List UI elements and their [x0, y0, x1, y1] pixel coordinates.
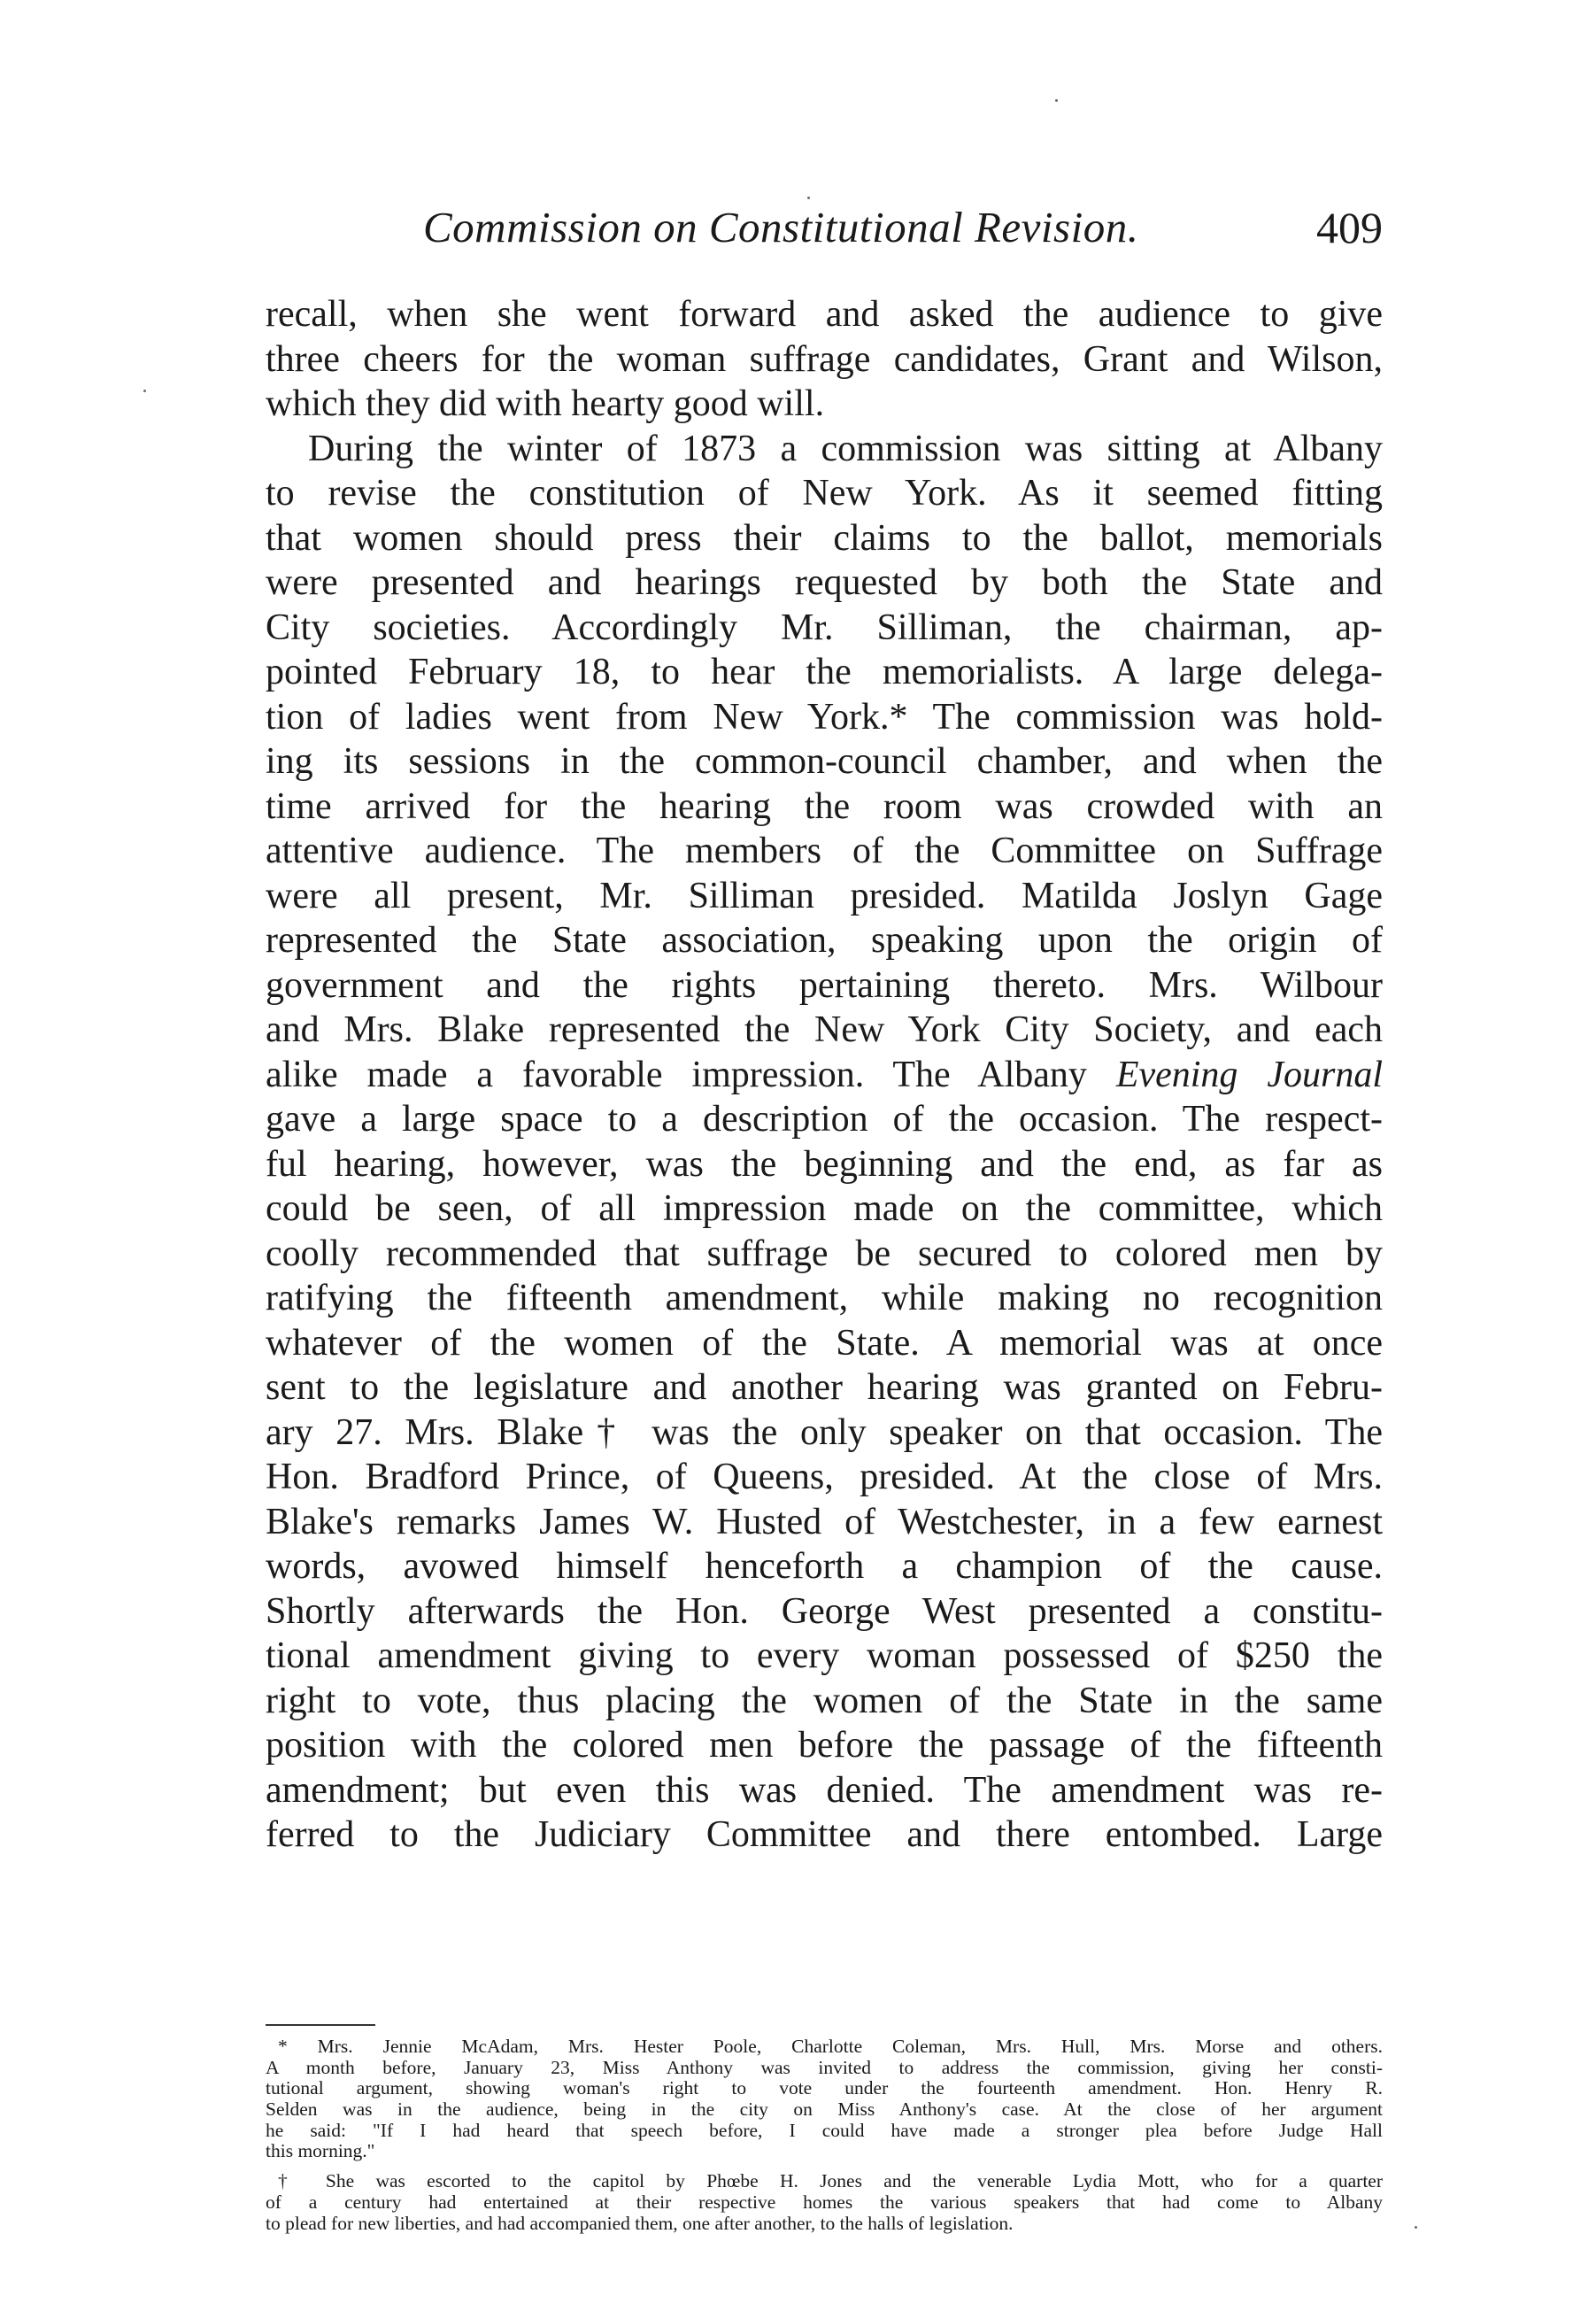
text-line: that women should press their claims to the ballot, memorials — [266, 517, 1383, 559]
text-line: to revise the constitution of New York. As it seemed fitting — [266, 473, 1383, 514]
text-line: City societies. Accordingly Mr. Silliman, the chairman, ap- — [266, 607, 1383, 648]
paper-speck — [143, 390, 146, 392]
paper-speck — [807, 197, 810, 199]
newspaper-title: Evening Journal — [1115, 1054, 1383, 1095]
text-line: coolly recommended that suffrage be secured to colored men by — [266, 1233, 1383, 1274]
text-line: sent to the legislature and another hearing was granted on Febru- — [266, 1367, 1383, 1408]
text-line-with-italic — [266, 1053, 1383, 1098]
text-line: tional amendment giving to every woman possessed of $250 the — [266, 1635, 1383, 1676]
text-line: and Mrs. Blake represented the New York City Society, and each — [266, 1009, 1383, 1050]
text-line: right to vote, thus placing the women of the State in the same — [266, 1680, 1383, 1721]
text-line: recall, when she went forward and asked the audience to give — [266, 294, 1383, 335]
footnote-asterisk — [266, 2037, 1383, 2162]
footnote-line: he said: "If I had heard that speech before, I could have made a stronger plea before Judge Hall — [266, 2120, 1383, 2141]
footnote-rule — [266, 2024, 375, 2026]
text-line: position with the colored men before the passage of the fifteenth — [266, 1725, 1383, 1766]
text-line: tion of ladies went from New York.* The commission was hold- — [266, 696, 1383, 738]
text-line: gave a large space to a description of the occasion. The respect- — [266, 1099, 1383, 1140]
text-line: three cheers for the woman suffrage candidates, Grant and Wilson, — [266, 338, 1383, 380]
text-line: ary 27. Mrs. Blake† was the only speaker on that occasion. The — [266, 1411, 1383, 1453]
footnote-line: this morning." — [266, 2141, 375, 2162]
paper-speck — [1415, 2226, 1417, 2229]
footnote-line: to plead for new liberties, and had accompanied them, one after another, to the halls of legislation. — [266, 2213, 1014, 2234]
footnote-line: of a century had entertained at their respective homes the various speakers that had come to Albany — [266, 2191, 1383, 2213]
footnote-line: tutional argument, showing woman's right to vote under the fourteenth amendment. Hon. Henry R. — [266, 2078, 1383, 2099]
text-line-start: alike made a favorable impression. The Albany — [266, 1054, 1116, 1095]
text-line: ful hearing, however, was the beginning and the end, as far as — [266, 1143, 1383, 1185]
text-line: time arrived for the hearing the room was crowded with an — [266, 785, 1383, 827]
page-number: 409 — [1316, 203, 1383, 252]
text-line: which they did with hearty good will. — [266, 383, 825, 424]
body-text — [266, 292, 1383, 1858]
text-line: pointed February 18, to hear the memorialists. A large delega- — [266, 652, 1383, 692]
text-line: government and the rights pertaining thereto. Mrs. Wilbour — [266, 964, 1383, 1006]
footnotes — [266, 2037, 1383, 2234]
text-line: attentive audience. The members of the Committee on Suffrage — [266, 831, 1383, 871]
footnote-gap — [266, 2162, 1383, 2171]
running-title: Commission on Constitutional Revision. — [423, 203, 1139, 251]
text-line: During the winter of 1873 a commission was sitting at Albany — [308, 428, 1383, 469]
running-head — [266, 202, 1383, 264]
footnote-line: Selden was in the audience, being in the city on Miss Anthony's case. At the close of her argument — [266, 2099, 1383, 2121]
footnote-dagger — [266, 2171, 1383, 2234]
text-line: were all present, Mr. Silliman presided. Matilda Joslyn Gage — [266, 875, 1383, 916]
text-line: represented the State association, speaking upon the origin of — [266, 920, 1383, 961]
text-line: amendment; but even this was denied. The amendment was re- — [266, 1769, 1383, 1811]
text-line: Shortly afterwards the Hon. George West presented a constitu- — [266, 1590, 1383, 1632]
text-line: Blake's remarks James W. Husted of Westchester, in a few earnest — [266, 1501, 1383, 1542]
footnote-line: * Mrs. Jennie McAdam, Mrs. Hester Poole, Charlotte Coleman, Mrs. Hull, Mrs. Morse and others. — [278, 2037, 1383, 2057]
text-line: could be seen, of all impression made on the committee, which — [266, 1188, 1383, 1229]
text-line: ferred to the Judiciary Committee and there entombed. Large — [266, 1814, 1383, 1855]
text-line: were presented and hearings requested by both the State and — [266, 562, 1383, 603]
text-line: ratifying the fifteenth amendment, while making no recognition — [266, 1278, 1383, 1318]
paper-speck — [1055, 99, 1058, 102]
text-line: whatever of the women of the State. A memorial was at once — [266, 1322, 1383, 1364]
text-line: ing its sessions in the common-council chamber, and when the — [266, 741, 1383, 782]
text-line: Hon. Bradford Prince, of Queens, presided. At the close of Mrs. — [266, 1457, 1383, 1497]
text-line: words, avowed himself henceforth a champion of the cause. — [266, 1546, 1383, 1587]
footnote-line: A month before, January 23, Miss Anthony was invited to address the commission, giving her consti- — [266, 2057, 1383, 2078]
footnote-line: † She was escorted to the capitol by Phœbe H. Jones and the venerable Lydia Mott, who for a quarter — [278, 2171, 1383, 2192]
